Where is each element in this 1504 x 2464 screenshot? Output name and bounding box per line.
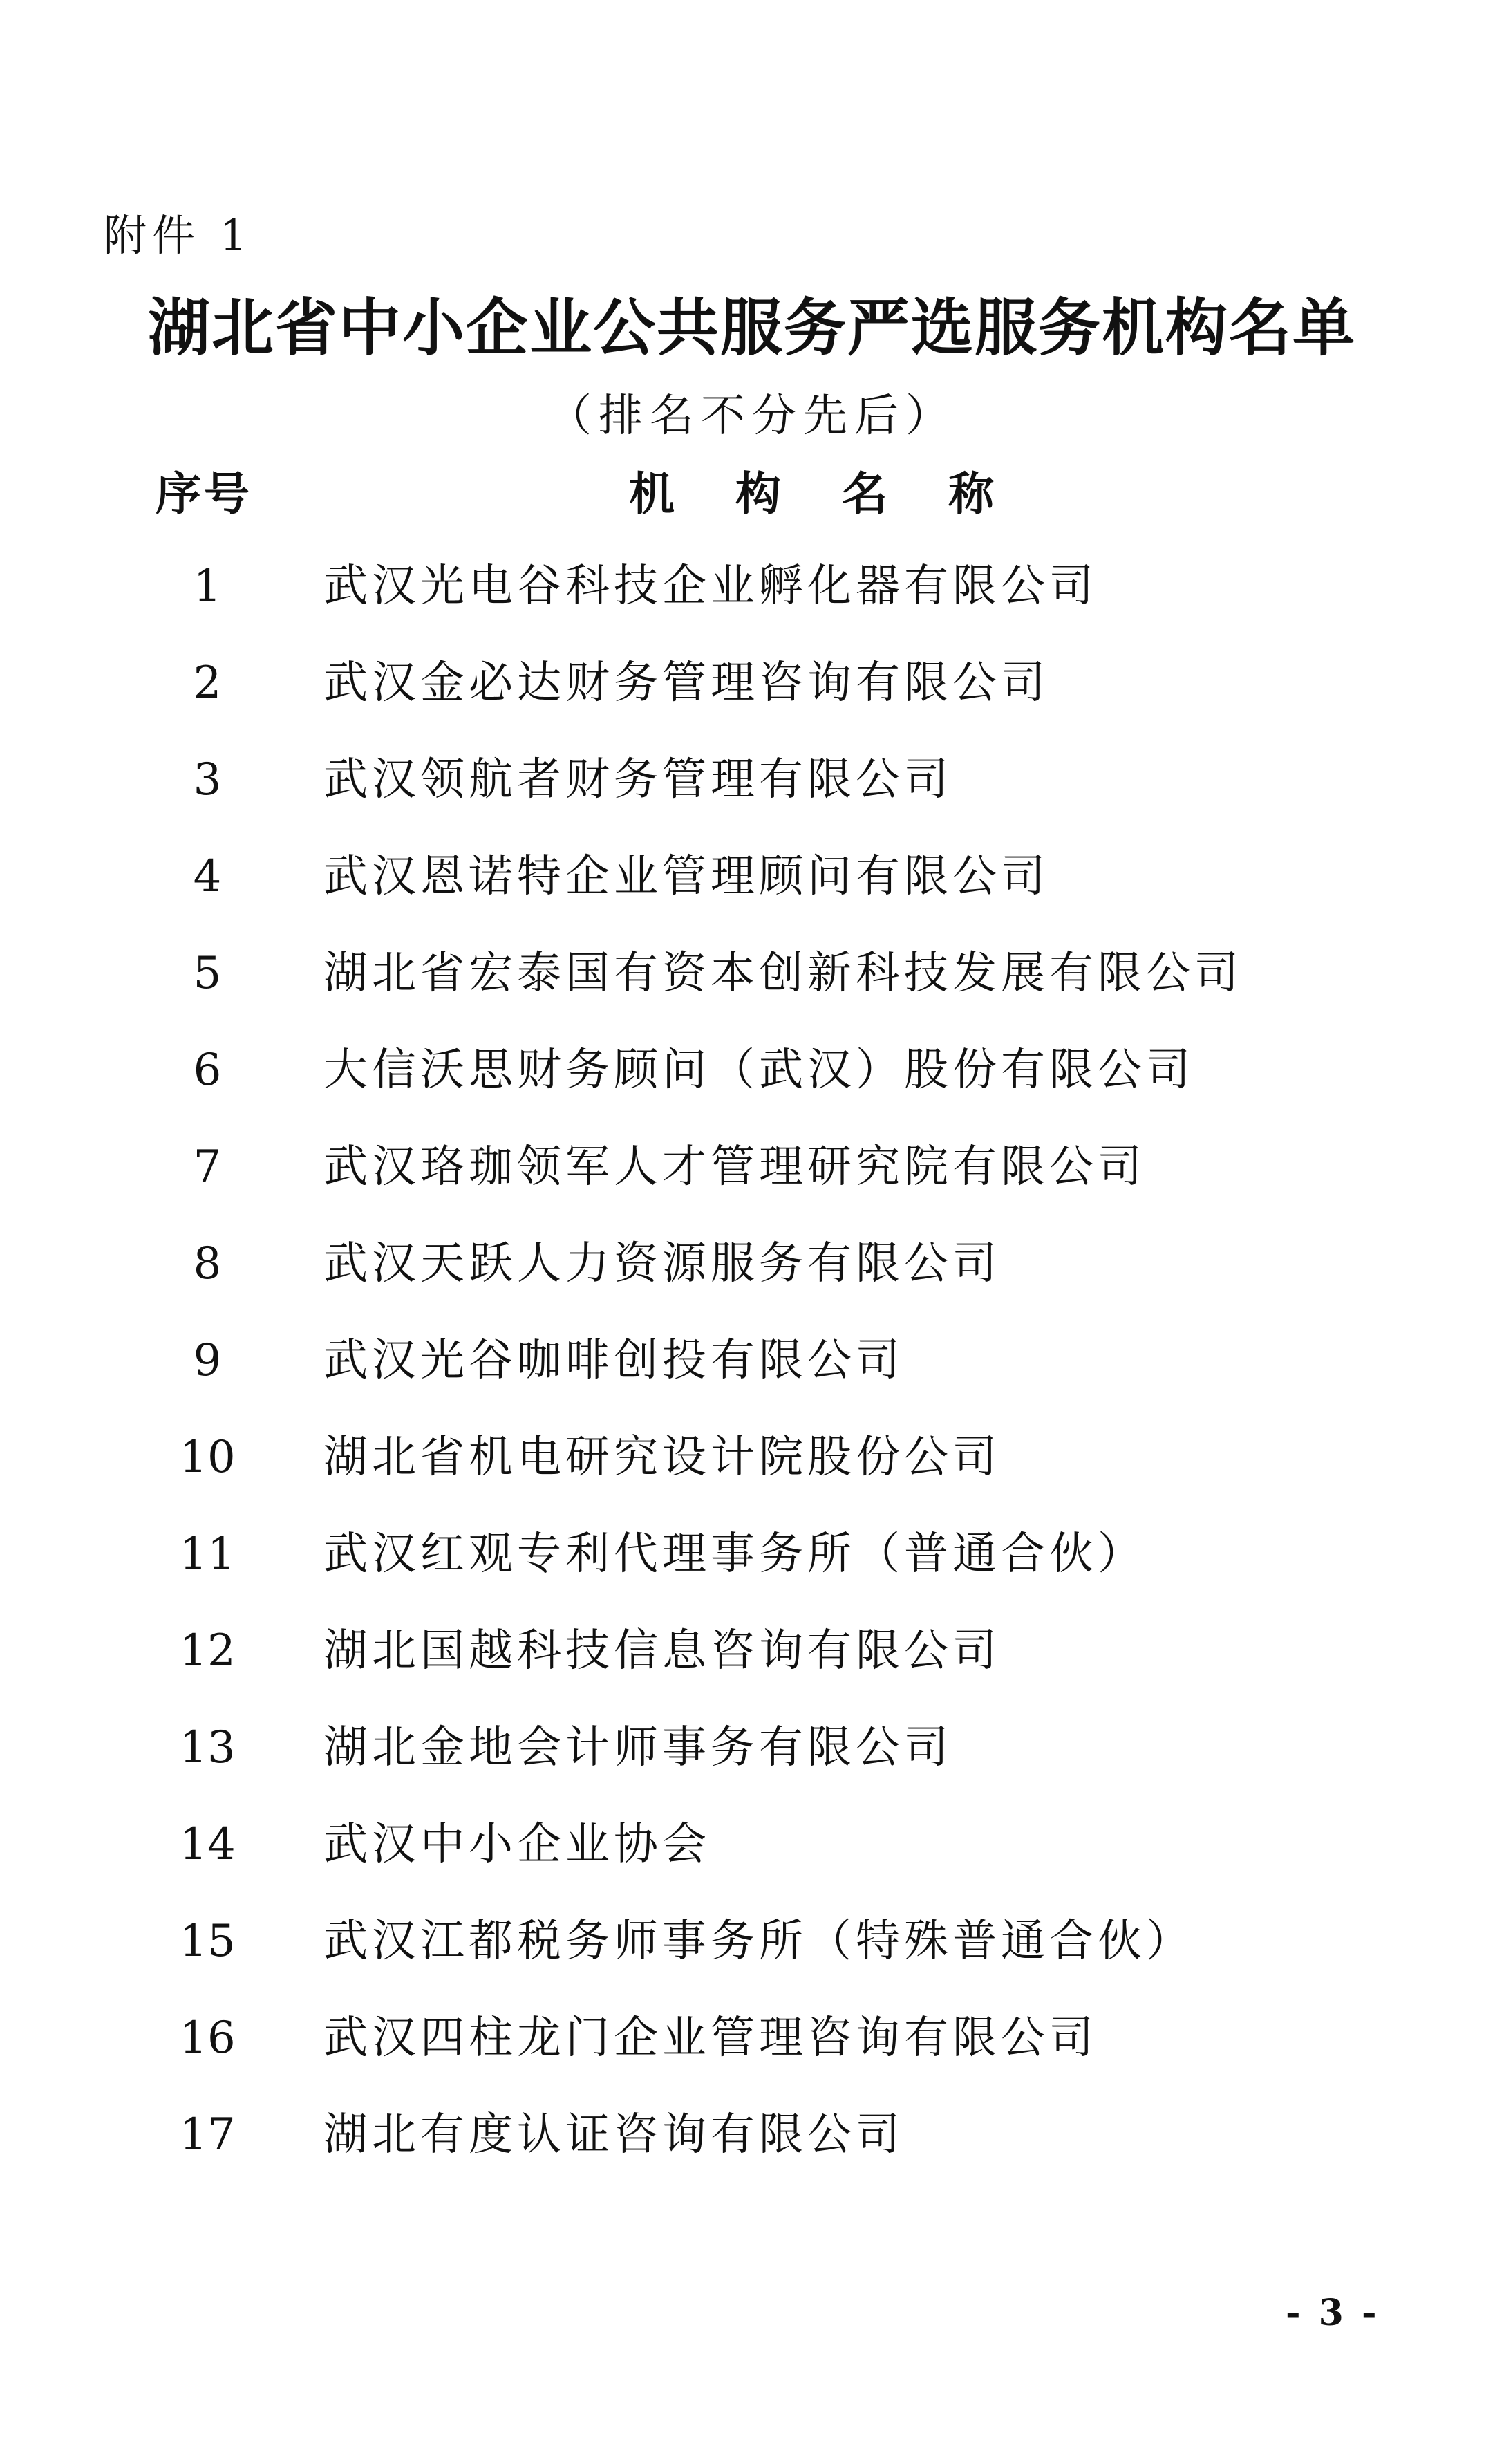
organization-list bbox=[0, 559, 1504, 2204]
organization-name: 武汉中小企业协会 bbox=[323, 1819, 711, 1870]
organization-name: 武汉领航者财务管理有限公司 bbox=[323, 754, 952, 805]
header-name: 机构名称 bbox=[629, 467, 1055, 521]
list-item bbox=[0, 1236, 1504, 1333]
organization-name: 湖北省机电研究设计院股份公司 bbox=[323, 1432, 1001, 1483]
document-title: 湖北省中小企业公共服务严选服务机构名单 bbox=[148, 292, 1356, 364]
list-item bbox=[0, 1139, 1504, 1236]
organization-name: 武汉江都税务师事务所（特殊普通合伙） bbox=[323, 1916, 1194, 1967]
organization-name: 武汉天跃人力资源服务有限公司 bbox=[323, 1238, 1001, 1289]
list-item bbox=[0, 655, 1504, 752]
item-number: 11 bbox=[179, 1529, 236, 1580]
organization-name: 湖北金地会计师事务有限公司 bbox=[323, 1722, 952, 1773]
item-number: 17 bbox=[179, 2109, 236, 2160]
item-number: 4 bbox=[193, 851, 222, 902]
list-item bbox=[0, 559, 1504, 655]
page-number: - 3 - bbox=[1286, 2292, 1380, 2334]
item-number: 2 bbox=[193, 657, 222, 709]
list-item bbox=[0, 1430, 1504, 1527]
organization-name: 武汉四柱龙门企业管理咨询有限公司 bbox=[323, 2013, 1098, 2064]
organization-name: 湖北有度认证咨询有限公司 bbox=[323, 2109, 904, 2160]
organization-name: 武汉珞珈领军人才管理研究院有限公司 bbox=[323, 1141, 1146, 1193]
list-item bbox=[0, 752, 1504, 849]
organization-name: 武汉光谷咖啡创投有限公司 bbox=[323, 1335, 904, 1386]
organization-name: 湖北省宏泰国有资本创新科技发展有限公司 bbox=[323, 948, 1243, 999]
document-subtitle: （排名不分先后） bbox=[547, 391, 957, 442]
organization-name: 武汉恩诺特企业管理顾问有限公司 bbox=[323, 851, 1049, 902]
header-index: 序号 bbox=[156, 467, 252, 521]
attachment-label: 附件 1 bbox=[104, 210, 253, 261]
organization-name: 大信沃思财务顾问（武汉）股份有限公司 bbox=[323, 1045, 1194, 1096]
item-number: 1 bbox=[193, 561, 222, 612]
list-item bbox=[0, 1333, 1504, 1430]
item-number: 6 bbox=[193, 1045, 222, 1096]
list-item bbox=[0, 1623, 1504, 1720]
item-number: 10 bbox=[179, 1432, 236, 1483]
list-item bbox=[0, 849, 1504, 946]
organization-name: 武汉金必达财务管理咨询有限公司 bbox=[323, 657, 1049, 709]
item-number: 15 bbox=[179, 1916, 236, 1967]
item-number: 9 bbox=[193, 1335, 222, 1386]
list-item bbox=[0, 1914, 1504, 2010]
list-item bbox=[0, 2010, 1504, 2107]
item-number: 13 bbox=[179, 1722, 236, 1773]
list-item bbox=[0, 946, 1504, 1043]
list-item bbox=[0, 1527, 1504, 1623]
item-number: 7 bbox=[193, 1141, 222, 1193]
item-number: 16 bbox=[179, 2013, 236, 2064]
item-number: 3 bbox=[193, 754, 222, 805]
item-number: 14 bbox=[179, 1819, 236, 1870]
organization-name: 武汉光电谷科技企业孵化器有限公司 bbox=[323, 561, 1098, 612]
list-item bbox=[0, 1720, 1504, 1817]
organization-name: 武汉红观专利代理事务所（普通合伙） bbox=[323, 1529, 1146, 1580]
list-item bbox=[0, 2107, 1504, 2204]
item-number: 8 bbox=[193, 1238, 222, 1289]
table-header bbox=[0, 467, 1504, 527]
list-item bbox=[0, 1043, 1504, 1139]
item-number: 12 bbox=[179, 1625, 236, 1677]
item-number: 5 bbox=[193, 948, 222, 999]
list-item bbox=[0, 1817, 1504, 1914]
organization-name: 湖北国越科技信息咨询有限公司 bbox=[323, 1625, 1001, 1677]
